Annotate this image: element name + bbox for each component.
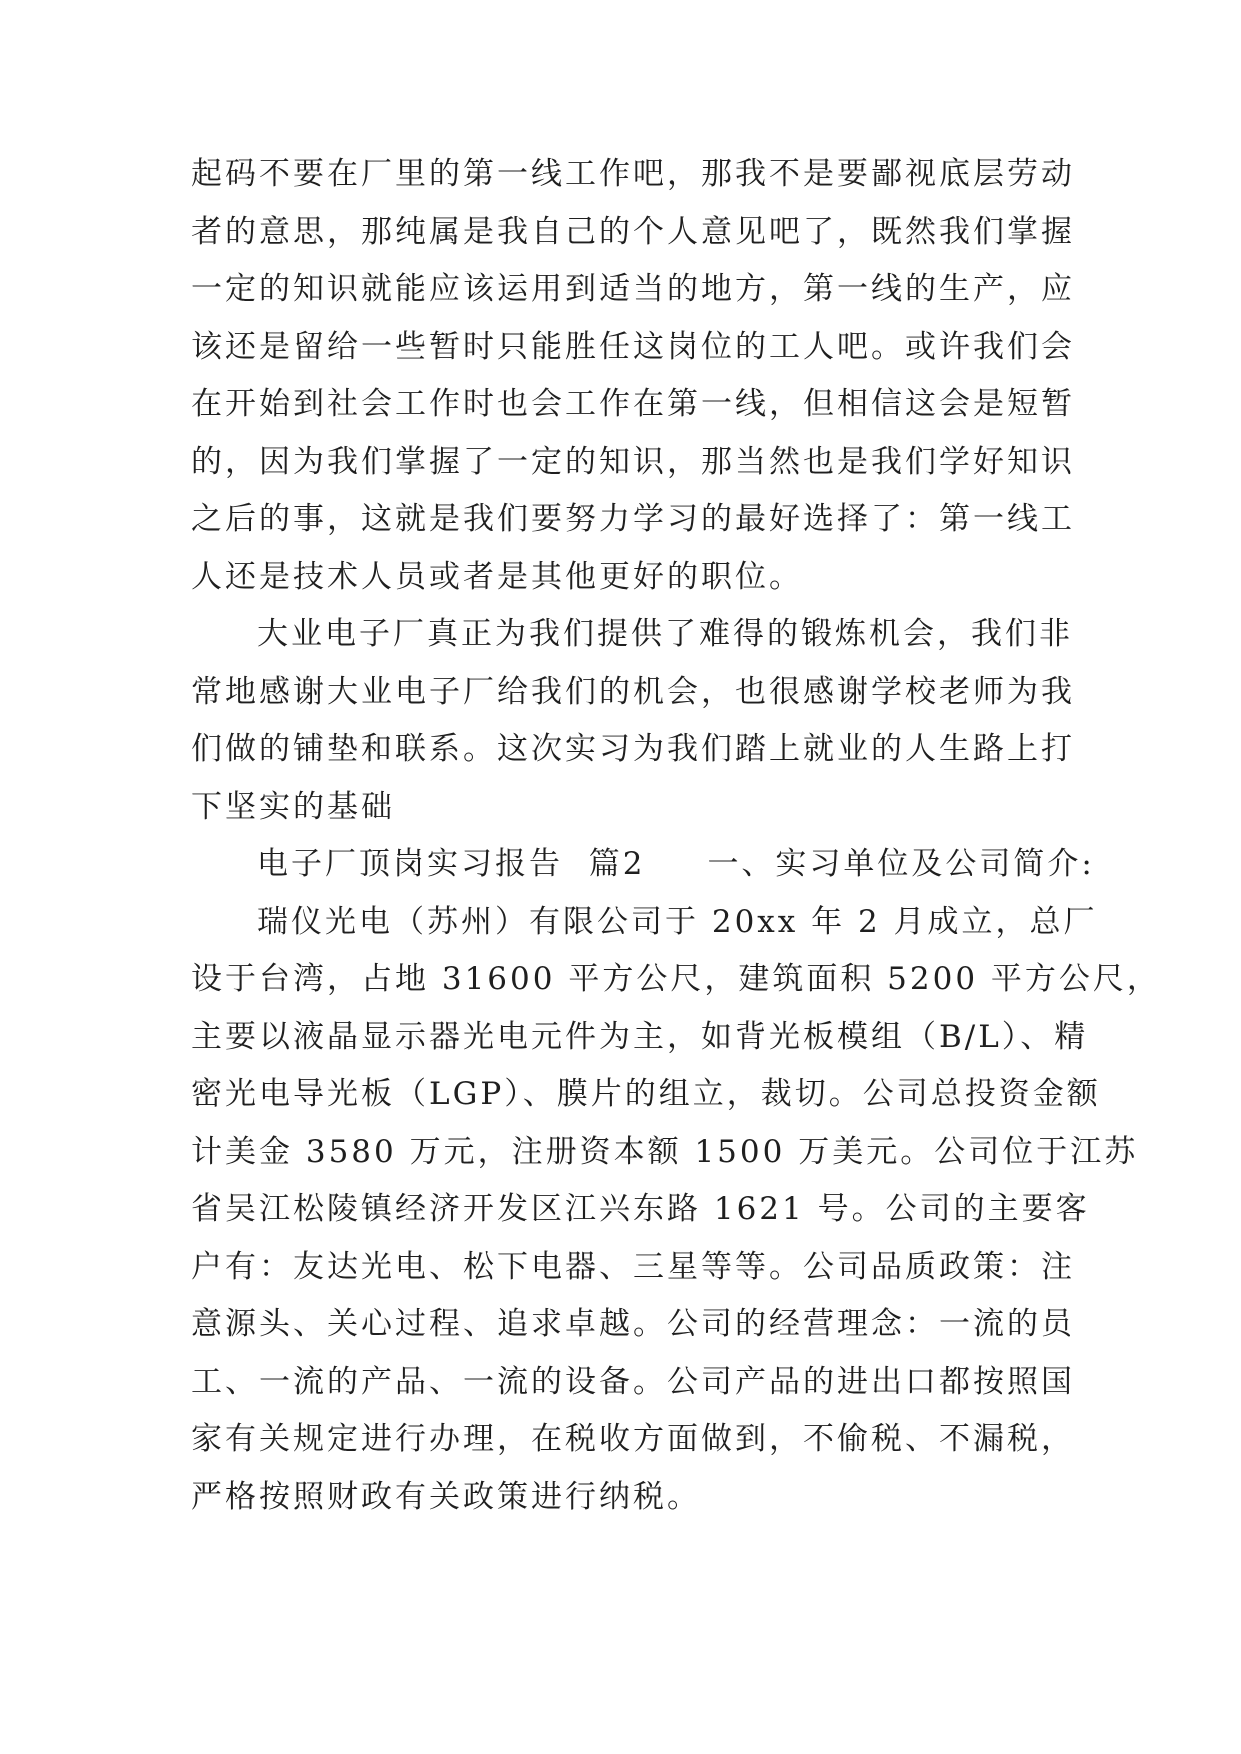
- text-line: 瑞仪光电（苏州）有限公司于 20xx 年 2 月成立，总厂: [257, 903, 1098, 940]
- text-line: 意源头、关心过程、追求卓越。公司的经营理念：一流的员: [191, 1306, 1075, 1342]
- text-line: 们做的铺垫和联系。这次实习为我们踏上就业的人生路上打: [191, 731, 1075, 767]
- text-line: 在开始到社会工作时也会工作在第一线，但相信这会是短暂: [191, 386, 1075, 422]
- text-line: 之后的事，这就是我们要努力学习的最好选择了：第一线工: [191, 501, 1075, 537]
- text-line: 家有关规定进行办理，在税收方面做到，不偷税、不漏税，: [191, 1421, 1075, 1457]
- text-line: 人还是技术人员或者是其他更好的职位。: [191, 558, 803, 595]
- paragraph-thanks: [191, 606, 1075, 836]
- text-line: 常地感谢大业电子厂给我们的机会，也很感谢学校老师为我: [191, 673, 1075, 710]
- text-line: 起码不要在厂里的第一线工作吧，那我不是要鄙视底层劳动: [191, 156, 1075, 192]
- text-line: 主要以液晶显示器光电元件为主，如背光板模组（B/L）、精: [191, 1018, 1089, 1055]
- text-line: 者的意思，那纯属是我自己的个人意见吧了，既然我们掌握: [191, 213, 1075, 250]
- report-heading: [191, 836, 1095, 894]
- text-line: 严格按照财政有关政策进行纳税。: [191, 1478, 701, 1515]
- text-line: 计美金 3580 万元，注册资本额 1500 万美元。公司位于江苏: [191, 1133, 1139, 1170]
- paragraph-internship-reflection: [191, 146, 1075, 606]
- text-line: 的，因为我们掌握了一定的知识，那当然也是我们学好知识: [191, 443, 1075, 480]
- section-title: 一、实习单位及公司简介:: [707, 846, 1095, 882]
- document-body: [191, 146, 1161, 1526]
- text-line: 省吴江松陵镇经济开发区江兴东路 1621 号。公司的主要客: [191, 1191, 1090, 1227]
- report-title: 电子厂顶岗实习报告 篇2: [257, 846, 646, 882]
- text-line: 工、一流的产品、一流的设备。公司产品的进出口都按照国: [191, 1363, 1075, 1400]
- text-line: 下坚实的基础: [191, 788, 395, 825]
- text-line: 户有：友达光电、松下电器、三星等等。公司品质政策：注: [191, 1248, 1075, 1285]
- text-line: 该还是留给一些暂时只能胜任这岗位的工人吧。或许我们会: [191, 328, 1075, 365]
- paragraph-company-intro: [191, 894, 1161, 1527]
- text-line: 大业电子厂真正为我们提供了难得的锻炼机会，我们非: [257, 616, 1073, 652]
- text-line: 一定的知识就能应该运用到适当的地方，第一线的生产，应: [191, 271, 1075, 307]
- text-line: 设于台湾，占地 31600 平方公尺，建筑面积 5200 平方公尺，: [191, 961, 1161, 997]
- text-line: 密光电导光板（LGP）、膜片的组立，裁切。公司总投资金额: [191, 1076, 1101, 1112]
